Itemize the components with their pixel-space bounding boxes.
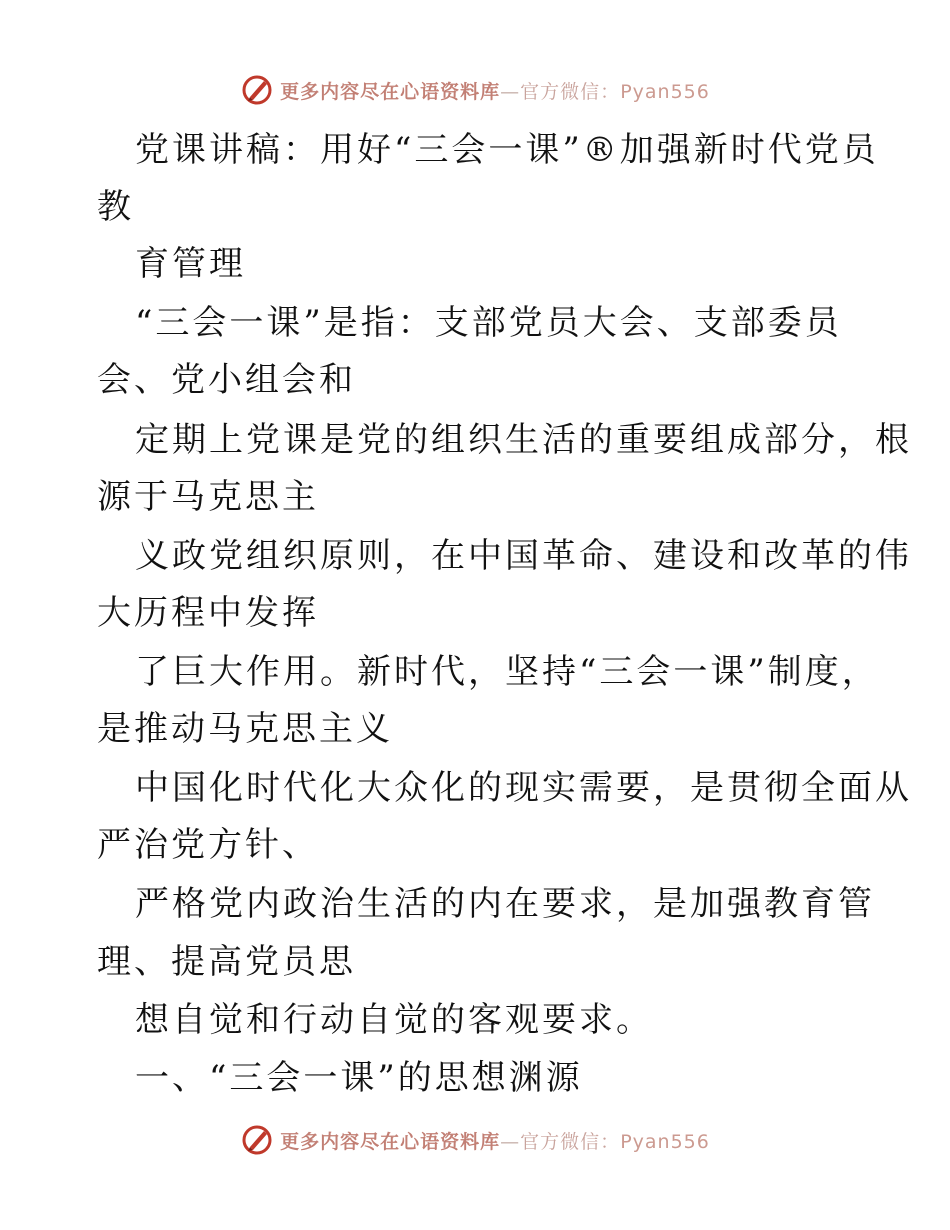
paragraph-line: 严格党内政治生活的内在要求，是加强教育管 bbox=[135, 884, 875, 924]
paragraph-line: 严治党方针、 bbox=[97, 825, 319, 865]
watermark-account: Pyan556 bbox=[620, 1130, 710, 1153]
watermark-brand: 更多内容尽在心语资料库 bbox=[280, 1130, 501, 1153]
title-line-1: 党课讲稿：用好“三会一课”®加强新时代党员 bbox=[135, 130, 879, 170]
pen-logo-icon bbox=[240, 1123, 274, 1157]
paragraph-line: 了巨大作用。新时代，坚持“三会一课”制度， bbox=[135, 652, 879, 692]
title-line-3: 育管理 bbox=[135, 244, 246, 284]
section-heading: 一、“三会一课”的思想渊源 bbox=[135, 1058, 583, 1098]
paragraph-line: 想自觉和行动自觉的客观要求。 bbox=[135, 1000, 653, 1040]
paragraph-line: 义政党组织原则，在中国革命、建设和改革的伟 bbox=[135, 536, 912, 576]
title-line-2: 教 bbox=[97, 187, 134, 227]
paragraph-line: 中国化时代化大众化的现实需要，是贯彻全面从 bbox=[135, 768, 912, 808]
watermark-label: 官方微信： bbox=[520, 80, 621, 103]
paragraph-line: 大历程中发挥 bbox=[97, 593, 319, 633]
header-watermark bbox=[0, 70, 950, 110]
pen-logo-icon bbox=[240, 73, 274, 107]
paragraph-line: 源于马克思主 bbox=[97, 477, 319, 517]
watermark-text bbox=[280, 1127, 710, 1154]
paragraph-line: “三会一课”是指：支部党员大会、支部委员 bbox=[135, 303, 842, 343]
paragraph-line: 会、党小组会和 bbox=[97, 360, 356, 400]
paragraph-line: 理、提高党员思 bbox=[97, 942, 356, 982]
watermark-brand: 更多内容尽在心语资料库 bbox=[280, 80, 501, 103]
paragraph-line: 定期上党课是党的组织生活的重要组成部分，根 bbox=[135, 420, 912, 460]
watermark-account: Pyan556 bbox=[620, 80, 710, 103]
watermark-separator: — bbox=[500, 80, 521, 103]
footer-watermark bbox=[0, 1120, 950, 1160]
watermark-separator: — bbox=[500, 1130, 521, 1153]
paragraph-line: 是推动马克思主义 bbox=[97, 709, 393, 749]
watermark-text bbox=[280, 77, 710, 104]
watermark-label: 官方微信： bbox=[520, 1130, 621, 1153]
